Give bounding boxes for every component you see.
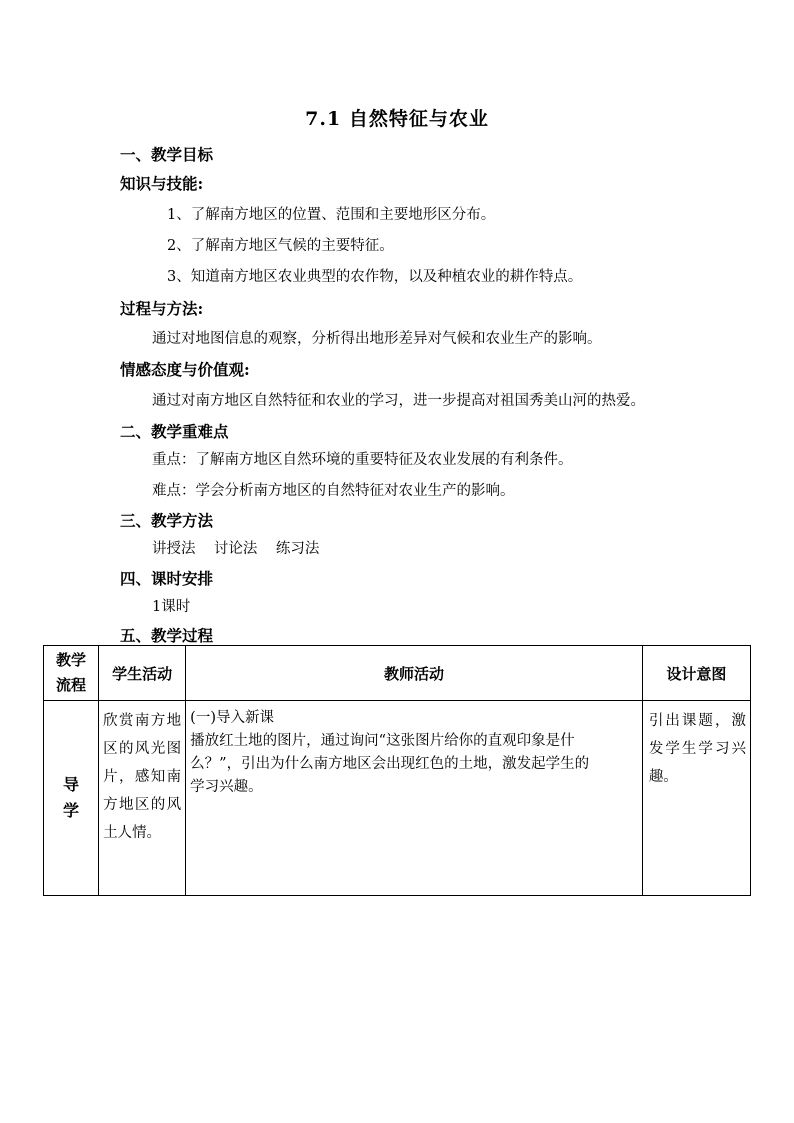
- emotion-text: 通过对南方地区自然特征和农业的学习，进一步提高对祖国秀美山河的热爱。: [152, 393, 645, 409]
- knowledge-item-1: 1、了解南方地区的位置、范围和主要地形区分布。: [167, 207, 496, 223]
- teacher-activity-line: 播放红土地的图片，通过询问“这张图片给你的直观印象是什: [190, 733, 575, 749]
- document-title: 7.1 自然特征与农业: [305, 108, 489, 130]
- subheading-process: 过程与方法:: [120, 299, 204, 318]
- difficult-point-text: 难点：学会分析南方地区的自然特征对农业生产的影响。: [152, 483, 515, 499]
- section-heading-process: 五、教学过程: [120, 626, 214, 645]
- header-student-activity: 学生活动: [99, 646, 186, 701]
- hours-text: 1课时: [152, 599, 191, 615]
- stage-cell: 导 学: [44, 701, 99, 896]
- header-design-intent: 设计意图: [642, 646, 750, 701]
- subheading-knowledge: 知识与技能:: [120, 174, 204, 193]
- teacher-activity-cell: [186, 701, 643, 896]
- section-heading-hours: 四、课时安排: [120, 569, 214, 588]
- knowledge-item-3: 3、知道南方地区农业典型的农作物，以及种植农业的耕作特点。: [167, 269, 583, 285]
- header-teacher-activity: 教师活动: [186, 646, 643, 701]
- design-intent-cell: 引出课题，激发学生学习兴趣。: [642, 701, 750, 896]
- table-header-row: [44, 646, 751, 701]
- methods-text: 讲授法 讨论法 练习法: [152, 541, 320, 557]
- teacher-activity-line: 学习兴趣。: [190, 779, 263, 795]
- process-text: 通过对地图信息的观察，分析得出地形差异对气候和农业生产的影响。: [152, 331, 602, 347]
- section-heading-objectives: 一、教学目标: [120, 145, 214, 164]
- table-row: [44, 701, 751, 896]
- section-heading-key-points: 二、教学重难点: [120, 422, 229, 441]
- header-flow: 教学 流程: [44, 646, 99, 701]
- teacher-activity-title: (一)导入新课: [190, 710, 274, 726]
- subheading-emotion: 情感态度与价值观:: [120, 360, 250, 379]
- key-point-text: 重点：了解南方地区自然环境的重要特征及农业发展的有利条件。: [152, 452, 573, 468]
- teacher-activity-line: 么？”，引出为什么南方地区会出现红色的土地，激发起学生的: [190, 756, 590, 772]
- student-activity-cell: 欣赏南方地区的风光图片，感知南方地区的风土人情。: [99, 701, 186, 896]
- knowledge-item-2: 2、了解南方地区气候的主要特征。: [167, 238, 394, 254]
- section-heading-methods: 三、教学方法: [120, 511, 214, 530]
- teaching-process-table: [43, 645, 751, 896]
